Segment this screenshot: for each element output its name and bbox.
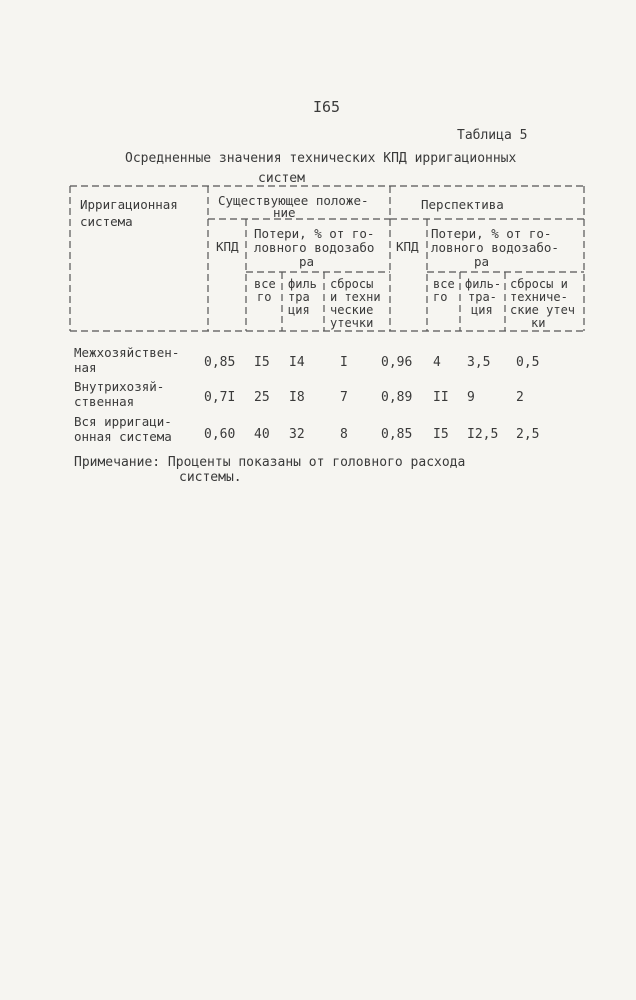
cell-total-existing: 25 [254,390,270,405]
cell-total-perspective: I5 [433,427,449,442]
table-caption-line-1: Осредненные значения технических КПД ирригационных [125,151,517,166]
header-losses-existing-line-1: Потери, % от го- [254,226,375,241]
header-losses-existing-line-3: ра [299,254,315,269]
row-label-line-1: Вся ирригаци- [74,414,172,429]
cell-filtration-existing: I4 [289,355,305,370]
cell-discharges-perspective: 0,5 [516,355,540,370]
header-filtration-perspective-line-2: тра- [468,290,497,304]
header-discharges-perspective-line-3: ские утеч [510,303,576,317]
note-line-2: системы. [179,470,242,485]
header-existing-line-1: Существующее положе- [218,193,369,208]
header-discharges-existing-line-3: ческие [330,303,374,317]
header-discharges-perspective-line-4: ки [531,316,546,330]
table-number: Таблица 5 [457,128,528,143]
header-discharges-existing-line-4: утечки [330,316,374,330]
header-losses-perspective-line-1: Потери, % от го- [431,226,552,241]
cell-kpd-existing: 0,60 [204,427,236,442]
header-filtration-existing-line-2: тра [288,290,310,304]
header-filtration-existing-line-3: ция [288,303,310,317]
header-losses-perspective-line-3: ра [474,254,490,269]
header-total-perspective-line-1: все [433,277,455,291]
cell-filtration-existing: I8 [289,390,305,405]
header-system-line-1: Ирригационная [80,197,178,212]
cell-discharges-perspective: 2 [516,390,524,405]
header-discharges-existing-line-2: и техни [330,290,381,304]
row-label-line-2: ная [74,360,97,375]
header-total-perspective-line-2: го [433,290,448,304]
table-caption-line-2: систем [258,171,305,186]
cell-discharges-perspective: 2,5 [516,427,540,442]
header-losses-perspective-line-2: ловного водозабо- [431,240,559,255]
cell-kpd-existing: 0,85 [204,355,236,370]
cell-filtration-perspective: I2,5 [467,427,499,442]
row-label-line-1: Межхозяйствен- [74,345,180,360]
cell-total-perspective: II [433,390,449,405]
header-perspective: Перспектива [421,197,504,212]
cell-total-existing: 40 [254,427,270,442]
cell-discharges-existing: 7 [340,390,348,405]
row-label-line-2: онная система [74,429,172,444]
header-filtration-perspective-line-3: ция [471,303,493,317]
note-line-1: Примечание: Проценты показаны от головного расхода [74,455,466,470]
header-discharges-perspective-line-2: техниче- [510,290,568,304]
cell-discharges-existing: 8 [340,427,348,442]
row-label-line-2: ственная [74,394,135,409]
cell-kpd-perspective: 0,96 [381,355,413,370]
cell-kpd-existing: 0,7I [204,390,236,405]
cell-filtration-existing: 32 [289,427,305,442]
header-total-existing-line-2: го [257,290,272,304]
cell-total-existing: I5 [254,355,270,370]
cell-filtration-perspective: 3,5 [467,355,491,370]
header-filtration-existing-line-1: филь [288,277,317,291]
header-filtration-perspective-line-1: филь- [465,277,502,291]
page-number: I65 [313,98,341,116]
header-total-existing-line-1: все [254,277,276,291]
header-kpd-perspective: КПД [396,239,419,254]
header-system-line-2: система [80,214,133,229]
header-existing-line-2: ние [273,205,296,220]
cell-kpd-perspective: 0,85 [381,427,413,442]
header-losses-existing-line-2: ловного водозабо [254,240,375,255]
header-kpd-existing: КПД [216,239,239,254]
cell-discharges-existing: I [340,355,348,370]
cell-total-perspective: 4 [433,355,441,370]
header-discharges-perspective-line-1: сбросы и [510,277,568,291]
row-label-line-1: Внутрихозяй- [74,379,165,394]
cell-kpd-perspective: 0,89 [381,390,413,405]
cell-filtration-perspective: 9 [467,390,475,405]
header-discharges-existing-line-1: сбросы [330,277,374,291]
